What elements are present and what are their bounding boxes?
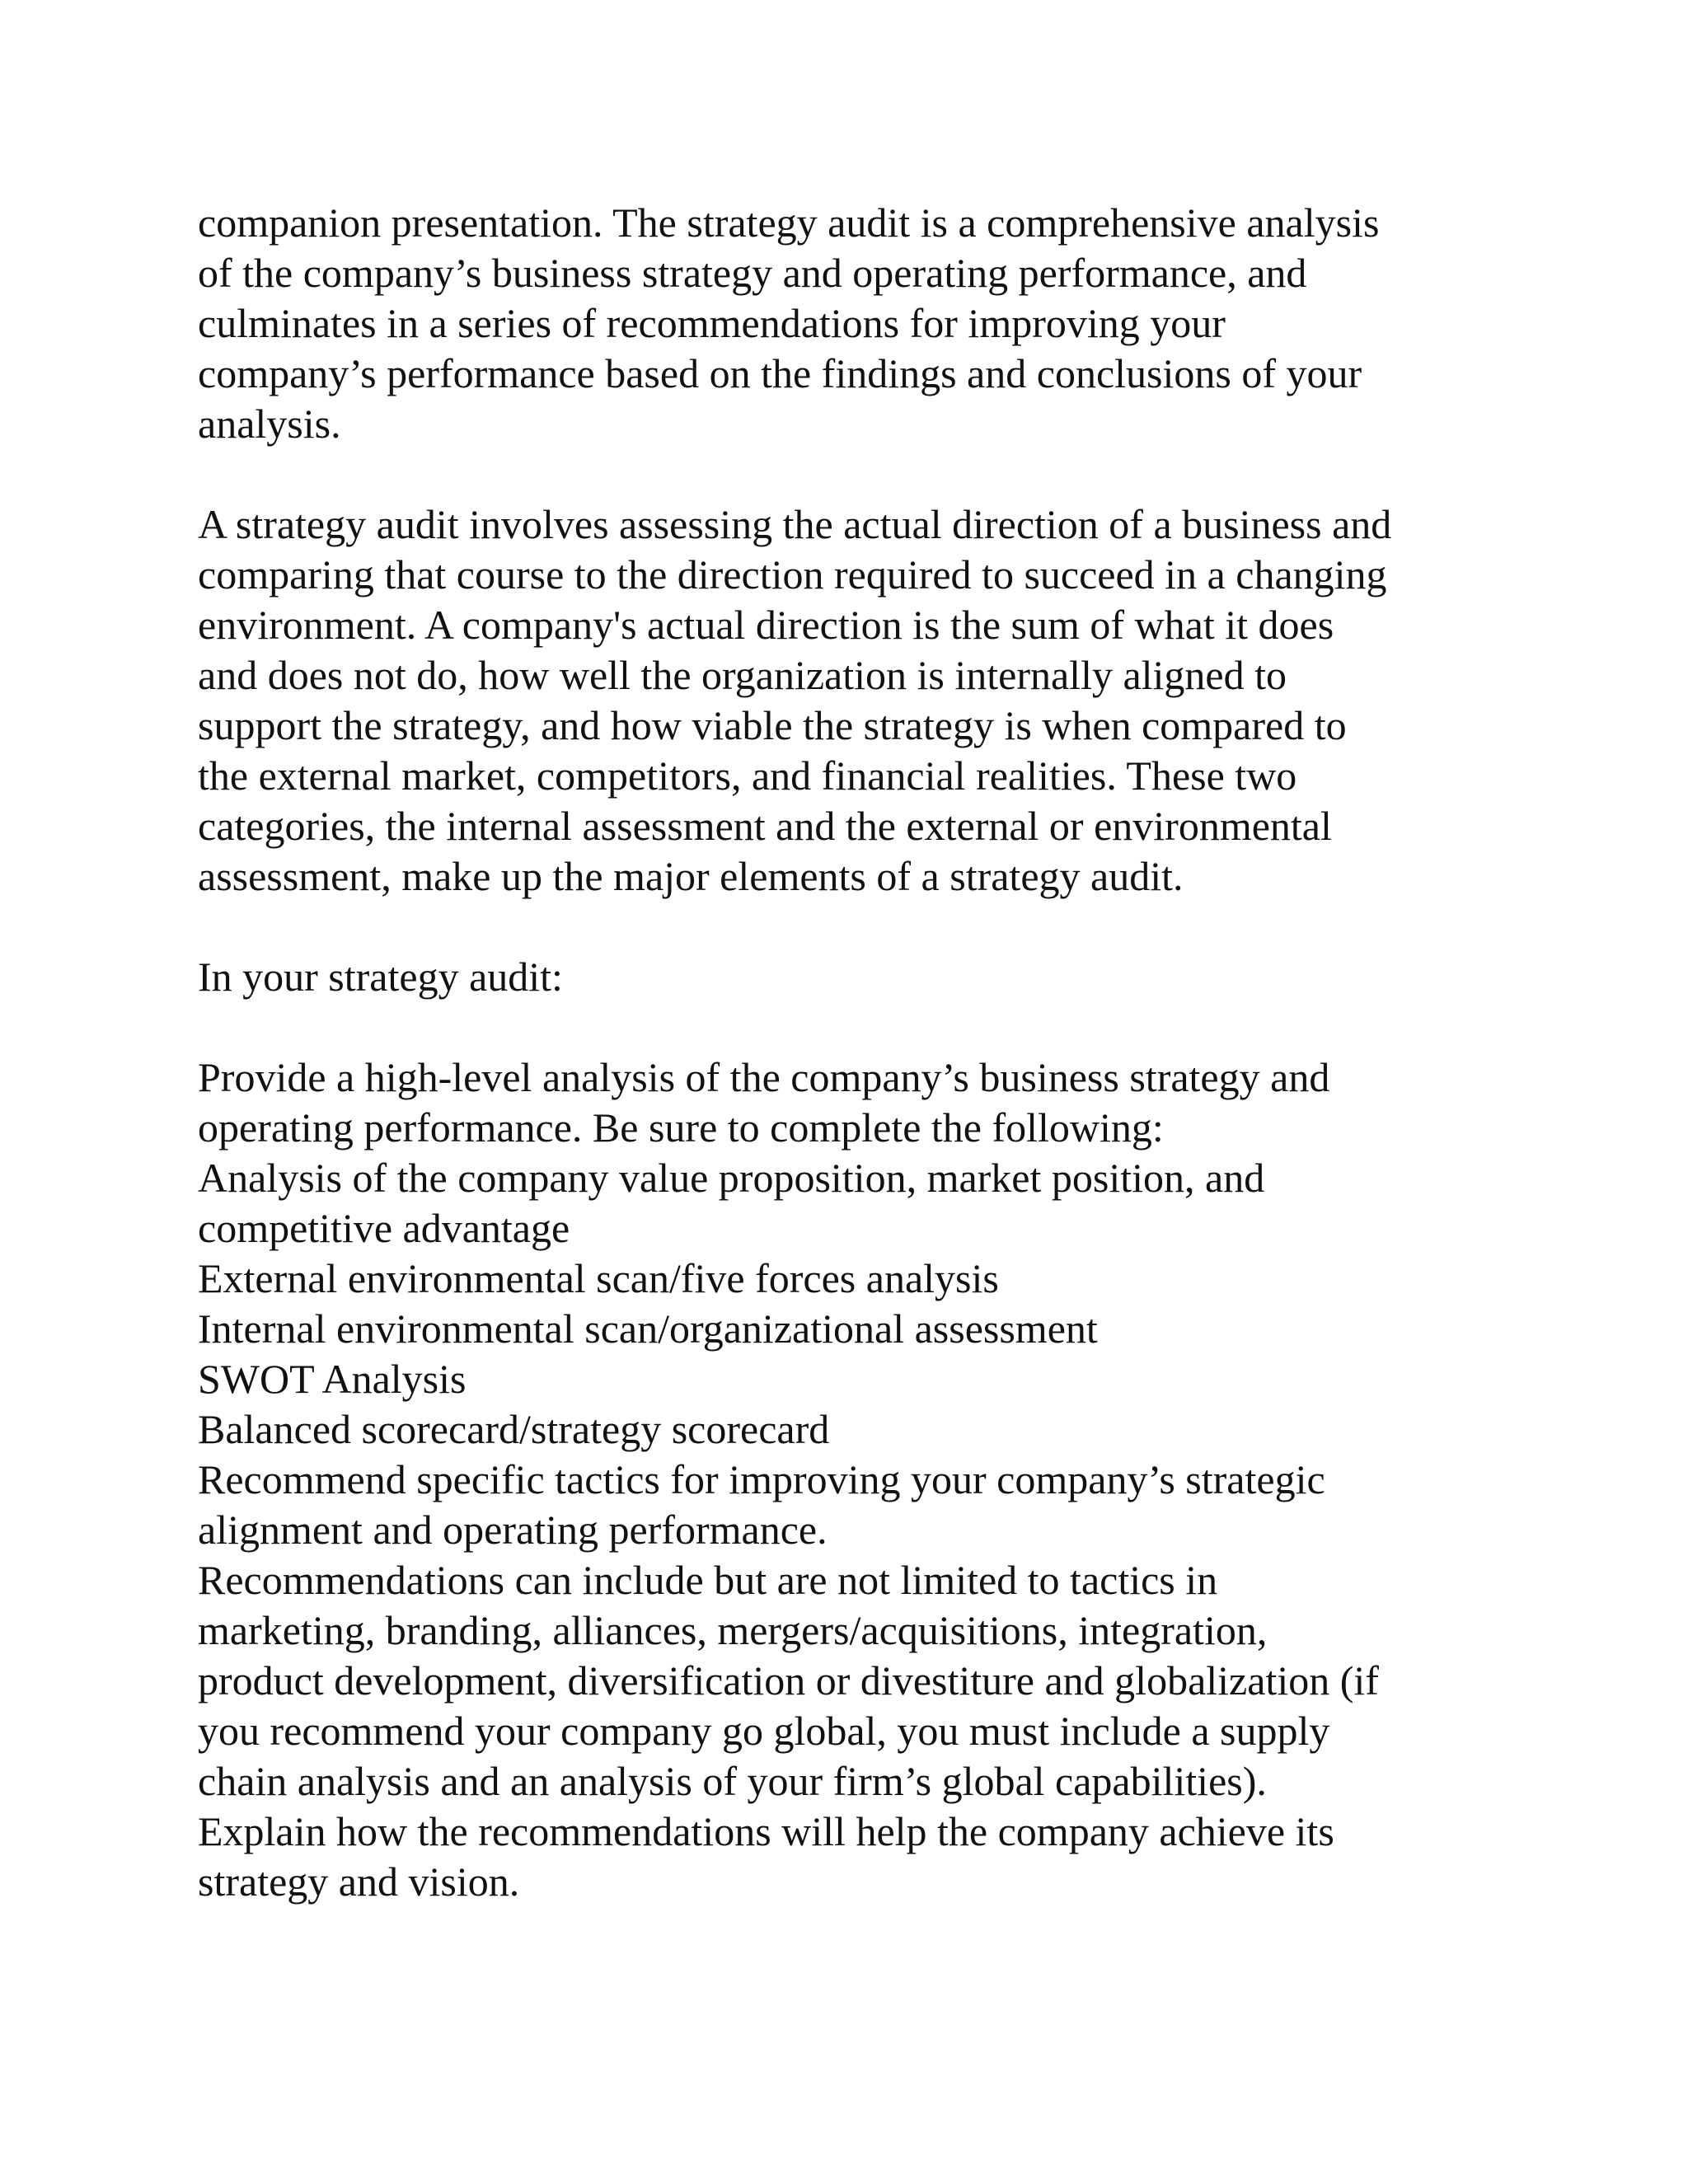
paragraph-spacer [198,902,1533,952]
text-line: support the strategy, and how viable the strategy is when compared to [198,702,1347,748]
paragraph-intro [198,198,1533,449]
paragraph-definition [198,499,1533,902]
text-line: environment. A company's actual direction is the sum of what it does [198,602,1334,648]
text-line: Internal environmental scan/organizational assessment [198,1305,1098,1352]
text-line: company’s performance based on the findings and conclusions of your [198,350,1362,396]
text-line: SWOT Analysis [198,1356,467,1402]
paragraph-spacer [198,1002,1533,1052]
text-line: assessment, make up the major elements of a strategy audit. [198,853,1184,899]
text-line: you recommend your company go global, you must include a supply [198,1708,1330,1754]
text-line: comparing that course to the direction required to succeed in a changing [198,551,1387,598]
text-line: Provide a high-level analysis of the company’s business strategy and [198,1054,1330,1100]
text-line: competitive advantage [198,1205,570,1251]
text-line: In your strategy audit: [198,954,563,1000]
text-line: chain analysis and an analysis of your firm’s global capabilities). [198,1758,1267,1804]
text-line: strategy and vision. [198,1858,520,1905]
paragraph-requirements [198,1052,1533,1907]
text-line: Analysis of the company value proposition, market position, and [198,1155,1265,1201]
text-line: Recommendations can include but are not limited to tactics in [198,1557,1218,1603]
paragraph-spacer [198,449,1533,499]
text-line: marketing, branding, alliances, mergers/acquisitions, integration, [198,1607,1268,1653]
text-line: culminates in a series of recommendations for improving your [198,300,1226,346]
text-line: operating performance. Be sure to complete the following: [198,1104,1164,1151]
document-body [198,198,1533,1907]
text-line: External environmental scan/five forces analysis [198,1255,999,1301]
text-line: A strategy audit involves assessing the actual direction of a business and [198,501,1392,547]
text-line: the external market, competitors, and financial realities. These two [198,752,1297,799]
text-line: categories, the internal assessment and the external or environmental [198,803,1332,849]
text-line: Balanced scorecard/strategy scorecard [198,1406,830,1452]
text-line: product development, diversification or divestiture and globalization (if [198,1657,1379,1704]
text-line: alignment and operating performance. [198,1507,828,1553]
paragraph-lead-in [198,952,1533,1002]
text-line: and does not do, how well the organization is internally aligned to [198,652,1287,698]
text-line: analysis. [198,401,341,447]
text-line: companion presentation. The strategy audit is a comprehensive analysis [198,199,1380,246]
text-line: Explain how the recommendations will help the company achieve its [198,1808,1334,1854]
text-line: of the company’s business strategy and operating performance, and [198,250,1307,296]
text-line: Recommend specific tactics for improving your company’s strategic [198,1456,1325,1502]
